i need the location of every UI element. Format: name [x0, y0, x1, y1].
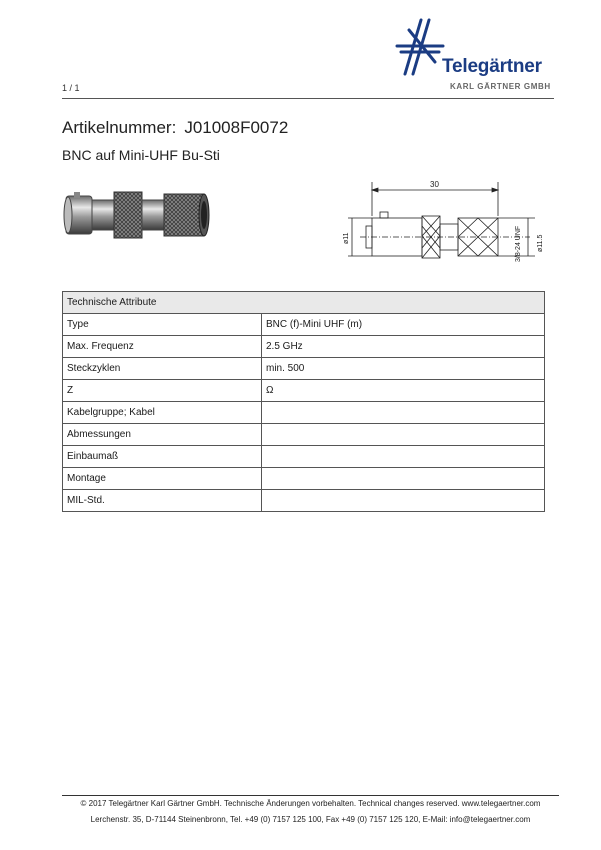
article-number-value: J01008F0072	[184, 118, 289, 137]
table-row	[63, 358, 545, 380]
attribute-name: Type	[63, 314, 262, 336]
table-row	[63, 380, 545, 402]
attribute-value	[262, 490, 545, 512]
header-divider	[62, 98, 554, 99]
telegaertner-logo-mark	[395, 18, 445, 78]
page-number: 1 / 1	[62, 83, 80, 93]
drawing-length-label: 30	[430, 180, 439, 189]
attribute-name: Abmessungen	[63, 424, 262, 446]
attribute-value: BNC (f)-Mini UHF (m)	[262, 314, 545, 336]
drawing-dia-right-label: ø11.5	[537, 234, 544, 252]
brand-subtitle: KARL GÄRTNER GMBH	[450, 82, 551, 91]
attribute-name: Z	[63, 380, 262, 402]
table-row	[63, 424, 545, 446]
article-number-label: Artikelnummer:	[62, 118, 177, 137]
technical-attributes-table	[62, 291, 545, 512]
footer-divider	[62, 795, 559, 796]
table-row	[63, 446, 545, 468]
attribute-value	[262, 468, 545, 490]
table-row	[63, 336, 545, 358]
table-header-row	[63, 292, 545, 314]
table-header-cell: Technische Attribute	[63, 292, 545, 314]
brand-name: Telegärtner	[442, 56, 542, 77]
attribute-value	[262, 446, 545, 468]
attribute-name: MIL-Std.	[63, 490, 262, 512]
attribute-name: Max. Frequenz	[63, 336, 262, 358]
telegaertner-logo	[395, 18, 560, 93]
drawing-thread-label: 3/8-24 UNF	[515, 225, 522, 262]
attribute-value: Ω	[262, 380, 545, 402]
attribute-value	[262, 424, 545, 446]
attribute-name: Kabelgruppe; Kabel	[63, 402, 262, 424]
attribute-value: 2.5 GHz	[262, 336, 545, 358]
product-photo	[62, 182, 212, 252]
table-row	[63, 468, 545, 490]
attribute-name: Montage	[63, 468, 262, 490]
article-number-heading	[62, 118, 288, 138]
drawing-dia-left-label: ø11	[343, 232, 350, 244]
attribute-value	[262, 402, 545, 424]
attribute-name: Einbaumaß	[63, 446, 262, 468]
table-row	[63, 314, 545, 336]
article-description: BNC auf Mini-UHF Bu-Sti	[62, 147, 220, 163]
table-row	[63, 402, 545, 424]
attribute-name: Steckzyklen	[63, 358, 262, 380]
technical-drawing	[330, 176, 555, 276]
footer-address: Lerchenstr. 35, D-71144 Steinenbronn, Tel. +49 (0) 7157 125 100, Fax +49 (0) 7157 125 120, E-Mail: info@telegaertner.com	[90, 815, 531, 824]
table-row	[63, 490, 545, 512]
attribute-value: min. 500	[262, 358, 545, 380]
footer-copyright: © 2017 Telegärtner Karl Gärtner GmbH. Technische Änderungen vorbehalten. Technical changes reserved. www.telegaertner.com	[80, 799, 541, 808]
